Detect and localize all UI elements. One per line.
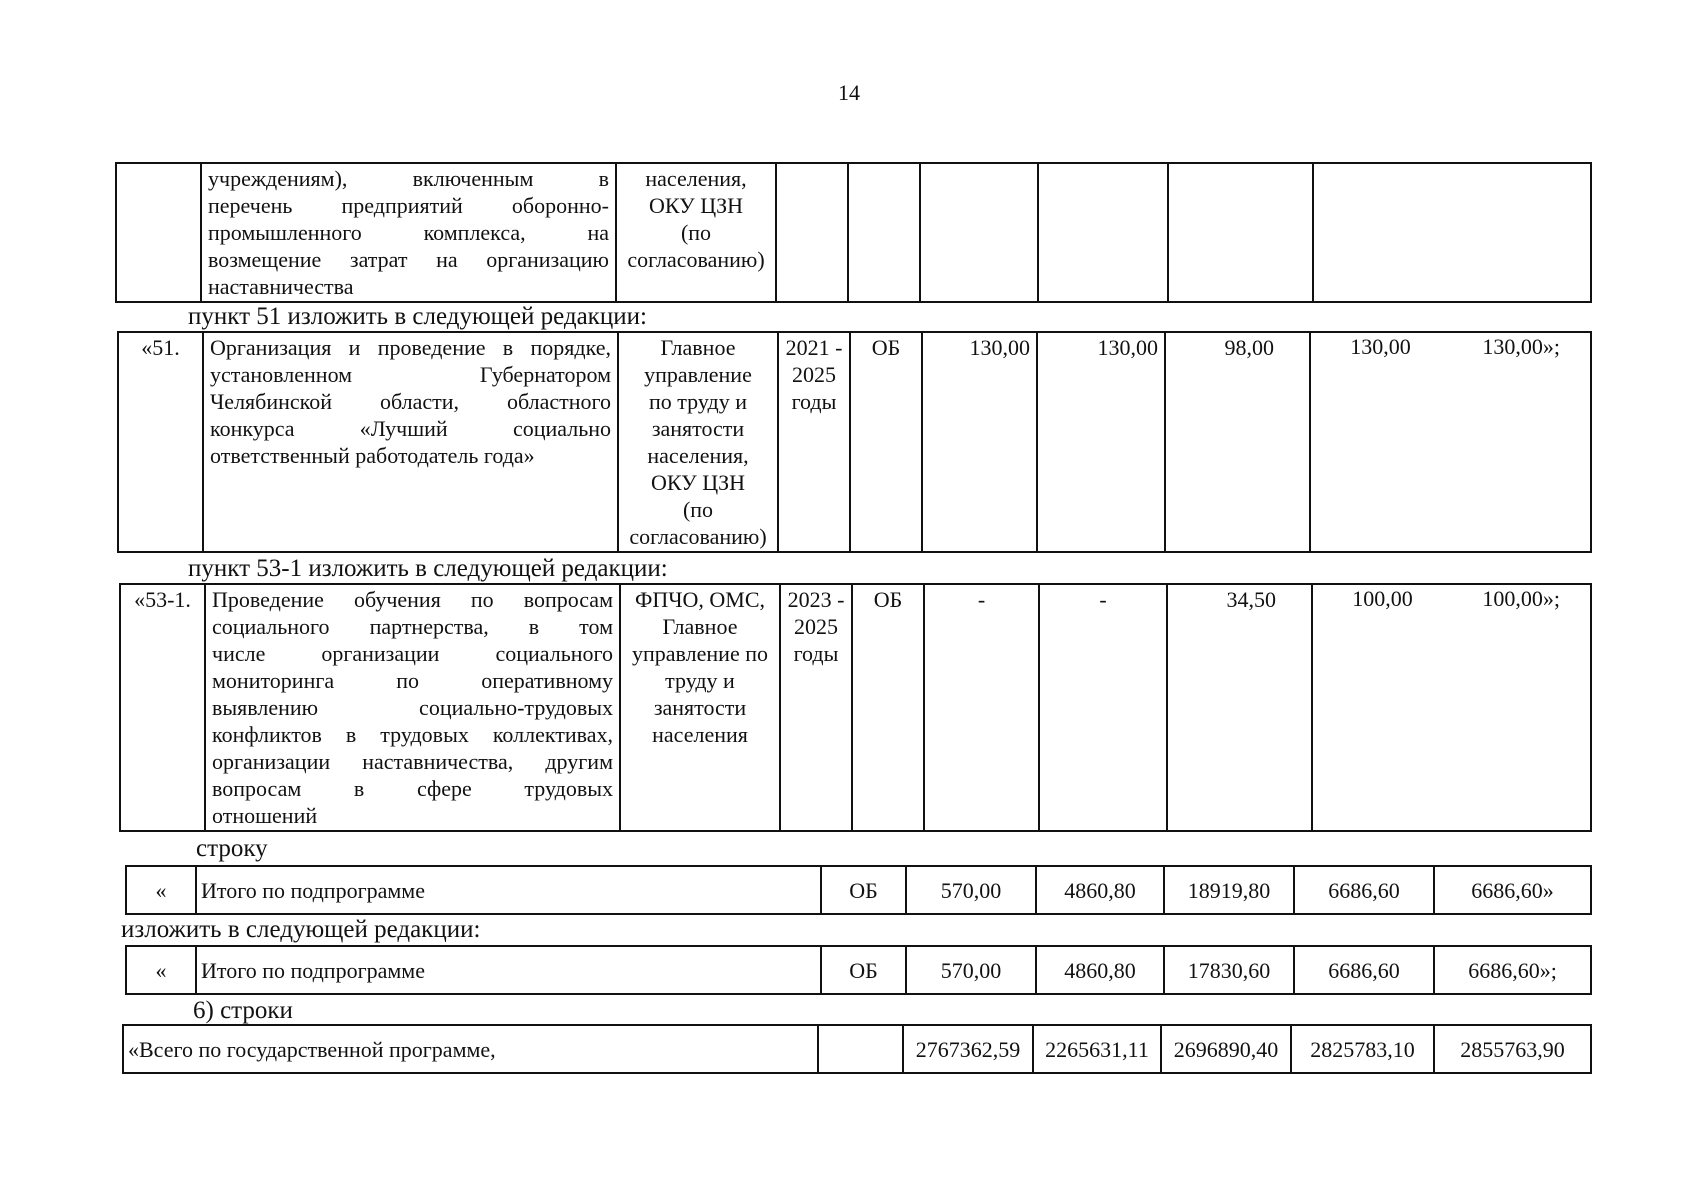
value-cell: 18919,80 [1164,866,1294,914]
value-cell: 4860,80 [1036,866,1164,914]
description-line: перечень предприятий оборонно- [208,193,609,218]
description-line: вопросам в сфере трудовых [212,776,613,801]
executor-line: согласованию) [627,247,765,272]
executor-line: управление по [632,641,768,666]
source-cell: ОБ [850,332,922,552]
years-line: годы [791,389,837,414]
quote-cell: « [126,946,196,994]
instruction-51: пункт 51 изложить в следующей редакции: [188,303,647,330]
value-year-5: 130,00»; [1482,334,1560,359]
description-cell [201,163,616,302]
instruction-row: строку [196,835,268,862]
executor-line: согласованию) [629,524,767,549]
description-line: промышленного комплекса, на [208,220,609,245]
row-number-cell: «53-1. [120,584,205,831]
executor-line: Главное [660,335,736,360]
source-cell: ОБ [821,946,906,994]
description-line: Организация и проведение в порядке, [210,335,611,360]
executor-line: населения, [645,166,747,191]
page-number: 14 [838,80,860,105]
years-line: 2025 [792,362,836,387]
value-cell: 6686,60 [1294,946,1434,994]
source-cell: ОБ [852,584,924,831]
executor-line: по труду и [649,389,747,414]
executor-line: труду и [665,668,735,693]
row-number-cell [116,163,201,302]
table-row [118,332,1591,552]
value-cell [1038,163,1168,302]
value-cell: 130,00 [922,332,1037,552]
description-line: числе организации социального [212,641,613,666]
description-line: мониторинга по оперативному [212,668,613,693]
grand-total-table [122,1024,1592,1074]
value-cell: 570,00 [906,866,1036,914]
executor-line: (по [682,497,714,522]
value-cell: 130,00 [1037,332,1165,552]
years-line: 2021 - [785,335,843,360]
description-line: Проведение обучения по вопросам [212,587,613,612]
description-cell [205,584,620,831]
description-line: наставничества [208,274,354,299]
description-line: выявлению социально-трудовых [212,695,613,720]
executor-line: ОКУ ЦЗН [651,470,745,495]
years-line: 2023 - [787,587,845,612]
value-cell: - [1039,584,1167,831]
top-continuation-table [115,162,1592,303]
table-row [123,1025,1591,1073]
description-line: конкурса «Лучший социально [210,416,611,441]
description-line: Челябинской области, областного [210,389,611,414]
description-line: ответственный работодатель года» [210,443,535,468]
value-cell: 98,00 [1165,332,1310,552]
executor-cell [616,163,776,302]
executor-line: (по [680,220,712,245]
executor-line: занятости [653,695,747,720]
executor-line: населения [652,722,748,747]
executor-line: занятости [651,416,745,441]
executor-line: ФПЧО, ОМС, [634,587,766,612]
total-new-table [125,945,1592,995]
description-line: социального партнерства, в том [212,614,613,639]
description-line: отношений [212,803,318,828]
executor-cell [618,332,778,552]
value-cell: 6686,60» [1434,866,1591,914]
value-year-4: 130,00 [1350,334,1411,359]
value-cell: 17830,60 [1164,946,1294,994]
instruction-edit: изложить в следующей редакции: [121,916,481,943]
description-line: учреждениям), включенным в [208,166,609,191]
table-row [116,163,1591,302]
total-label-cell: Итого по подпрограмме [196,866,821,914]
value-cell: - [924,584,1039,831]
value-cell: 4860,80 [1036,946,1164,994]
quote-cell: « [126,866,196,914]
executor-cell [620,584,780,831]
source-cell: ОБ [821,866,906,914]
table-row [126,866,1591,914]
value-cell: 2265631,11 [1033,1025,1161,1073]
value-cell: 6686,60 [1294,866,1434,914]
years-cell [780,584,852,831]
row-53-1-table [119,583,1592,832]
description-cell [203,332,618,552]
value-cell: 2767362,59 [903,1025,1033,1073]
value-cell: 2696890,40 [1161,1025,1291,1073]
value-cell [1168,163,1313,302]
total-label-cell: Итого по подпрограмме [196,946,821,994]
value-cell [920,163,1038,302]
executor-line: населения, [647,443,749,468]
grand-total-label-cell: «Всего по государственной программе, [123,1025,818,1073]
value-cell [1313,163,1591,302]
description-line: конфликтов в трудовых коллективах, [212,722,613,747]
value-cell [1310,332,1591,552]
source-cell [818,1025,903,1073]
years-line: 2025 [794,614,838,639]
value-year-5: 100,00»; [1482,586,1560,611]
instruction-53-1: пункт 53-1 изложить в следующей редакции: [188,555,668,582]
description-line: возмещение затрат на организацию [208,247,609,272]
years-cell [778,332,850,552]
description-line: установленном Губернатором [210,362,611,387]
value-cell: 6686,60»; [1434,946,1591,994]
total-old-table [125,865,1592,915]
years-line: годы [793,641,839,666]
table-row [120,584,1591,831]
description-line: организации наставничества, другим [212,749,613,774]
instruction-rows: 6) строки [193,997,293,1024]
value-cell: 2825783,10 [1291,1025,1434,1073]
table-row [126,946,1591,994]
executor-line: управление [644,362,752,387]
years-cell [776,163,848,302]
value-cell: 2855763,90 [1434,1025,1591,1073]
row-number-cell: «51. [118,332,203,552]
value-cell: 34,50 [1167,584,1312,831]
source-cell [848,163,920,302]
value-cell [1312,584,1591,831]
value-cell: 570,00 [906,946,1036,994]
executor-line: ОКУ ЦЗН [649,193,743,218]
executor-line: Главное [662,614,738,639]
row-51-table [117,331,1592,553]
value-year-4: 100,00 [1352,586,1413,611]
